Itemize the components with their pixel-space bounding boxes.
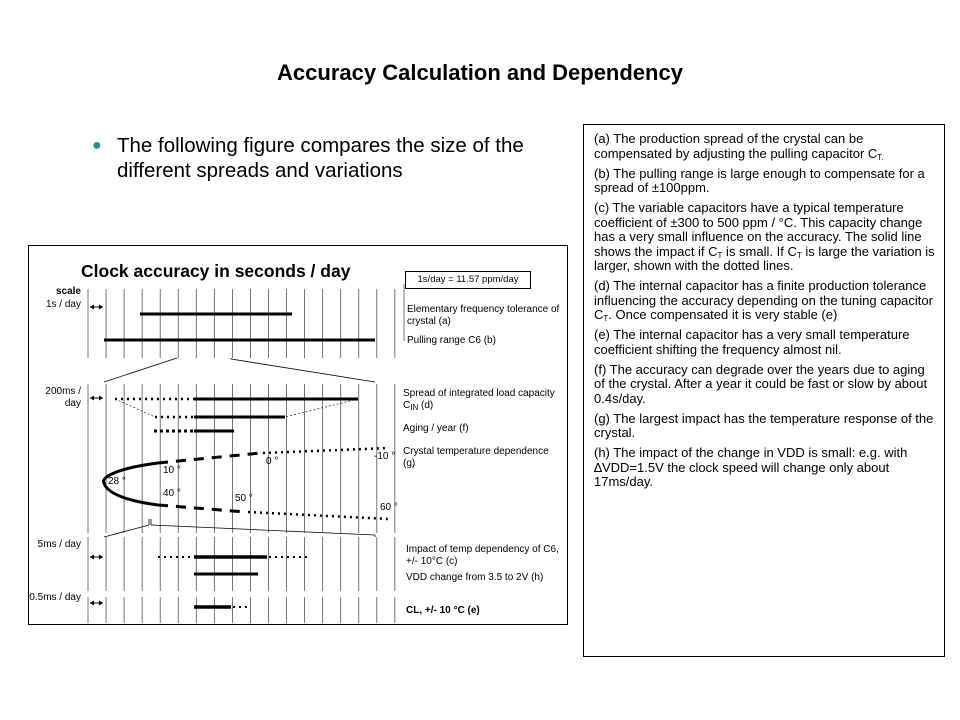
conversion-box: 1s/day = 11.57 ppm/day xyxy=(405,271,531,289)
legend-d xyxy=(403,388,563,412)
note-c-sub-2: T xyxy=(796,250,802,260)
note-c-text-1: (c) The variable capacitors have a typical temperature coefficient of ±300 to 500 ppm / °C. This capacity change has a very small influence on the accuracy. The solid line shows the impact if C xyxy=(594,200,923,259)
note-d-text-2: . Once compensated it is very stable (e) xyxy=(608,307,838,322)
temp-40: 40 ° xyxy=(163,488,181,499)
legend-a: Elementary frequency tolerance of crystal (a) xyxy=(407,304,560,327)
legend-d-text: Spread of integrated load capacity C xyxy=(403,388,555,411)
note-e: (e) The internal capacitor has a very small temperature coefficient shifting the frequency almost nil. xyxy=(594,327,910,357)
note-g: (g) The largest impact has the temperature response of the crystal. xyxy=(594,410,934,440)
arrow-head-icon xyxy=(99,555,103,560)
arrow-head-icon xyxy=(99,305,103,310)
connector-dashed xyxy=(285,399,358,417)
arrow-head-icon xyxy=(99,601,103,606)
scale-0-5ms: 0.5ms / day xyxy=(29,592,81,603)
note-d-text-1: (d) The internal capacitor has a finite production tolerance influencing the accuracy depending on the tuning capacitor C xyxy=(594,278,933,322)
slide-title: Accuracy Calculation and Dependency xyxy=(277,60,683,85)
note-d-sub: T xyxy=(603,314,609,323)
legend-b: Pulling range C6 (b) xyxy=(407,335,496,346)
legend-c: Impact of temp dependency of C6, +/- 10°C (c) xyxy=(406,544,559,567)
note-c-text-2: is small. If C xyxy=(722,243,797,259)
legend-g: Crystal temperature dependence (g) xyxy=(403,446,549,469)
temp-minus10: -10 ° xyxy=(374,451,396,462)
bullet-text: The following figure compares the size of the different spreads and variations xyxy=(117,134,524,182)
legend-e: CL, +/- 10 °C (e) xyxy=(406,605,480,616)
arrow-head-icon xyxy=(90,305,94,310)
legend-f: Aging / year (f) xyxy=(403,423,469,434)
connector-dashed xyxy=(115,399,155,417)
temp-60: 60 ° xyxy=(380,502,398,513)
diagram-graphics xyxy=(29,246,569,626)
bullet-icon: ● xyxy=(92,137,102,154)
note-c-sub-1: T xyxy=(717,250,723,260)
note-a-sub: T. xyxy=(877,152,884,162)
note-d xyxy=(594,279,935,323)
scale-1s: 1s / day xyxy=(45,299,81,310)
note-c xyxy=(594,201,935,274)
note-h: (h) The impact of the change in VDD is small: e.g. with ∆VDD=1.5V the clock speed will change only about 17ms/day. xyxy=(594,445,908,489)
legend-d-tail: (d) xyxy=(418,400,434,411)
note-b: (b) The pulling range is large enough to compensate for a spread of ±100ppm. xyxy=(594,165,925,195)
clock-accuracy-diagram xyxy=(28,245,568,625)
notes-box xyxy=(583,124,945,657)
arrow-head-icon xyxy=(99,396,103,401)
arrow-head-icon xyxy=(90,396,94,401)
scale-200ms: 200ms / day xyxy=(45,386,81,409)
scale-label: scale xyxy=(55,286,81,297)
note-a xyxy=(594,132,935,161)
scale-5ms: 5ms / day xyxy=(37,539,81,550)
temp-10: 10 ° xyxy=(163,465,181,476)
crystal-temp-dotted-upper xyxy=(263,448,389,453)
zoom-connector xyxy=(231,359,375,382)
zoom-connector xyxy=(151,525,375,535)
diagram-title: Clock accuracy in seconds / day xyxy=(81,261,351,281)
legend-d-sub: IN xyxy=(410,403,419,412)
arrow-head-icon xyxy=(90,555,94,560)
note-c-text-3: is large the variation is larger, shown with the dotted lines. xyxy=(594,243,935,273)
zoom-connector xyxy=(104,358,177,382)
crystal-temp-dotted-lower xyxy=(248,512,389,519)
legend-h: VDD change from 3.5 to 2V (h) xyxy=(406,572,544,583)
temp-50: 50 ° xyxy=(235,493,253,504)
temp-0: 0 ° xyxy=(266,456,279,467)
temp-28: 28 ° xyxy=(108,476,126,487)
note-f: (f) The accuracy can degrade over the years due to aging of the crystal. After a year it could be fast or slow by about 0.4s/day. xyxy=(594,361,928,406)
crystal-temp-dashed-upper xyxy=(158,453,261,463)
crystal-temp-dashed-lower xyxy=(158,505,246,512)
arrow-head-icon xyxy=(90,601,94,606)
note-a-text: (a) The production spread of the crystal can be compensated by adjusting the pulling capacitor C xyxy=(594,131,878,161)
